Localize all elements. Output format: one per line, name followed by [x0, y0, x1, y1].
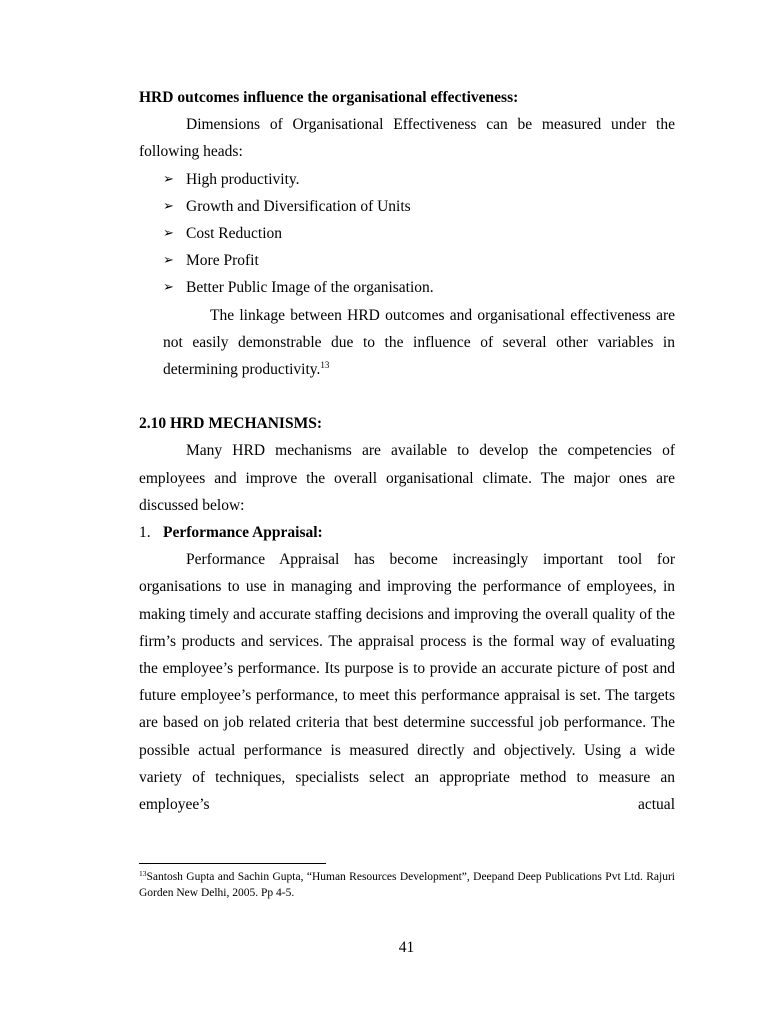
list-item: ➢ Better Public Image of the organisation. — [139, 274, 675, 301]
footnote-marker: 13 — [139, 869, 147, 878]
mechanisms-intro-paragraph: Many HRD mechanisms are available to develop the competencies of employees and improve the overall organisational climate. The major ones are discussed below: — [139, 442, 675, 514]
arrow-bullet-icon: ➢ — [163, 280, 174, 296]
list-item: ➢ More Profit — [139, 247, 675, 274]
list-item: ➢ Cost Reduction — [139, 220, 675, 247]
footnote-divider — [139, 863, 326, 864]
item-number: 1. — [139, 524, 151, 542]
arrow-bullet-icon: ➢ — [163, 253, 174, 269]
arrow-bullet-icon: ➢ — [163, 226, 174, 242]
list-item: ➢ Growth and Diversification of Units — [139, 193, 675, 220]
arrow-bullet-icon: ➢ — [163, 171, 174, 187]
linkage-paragraph-block — [139, 302, 675, 384]
page-number: 41 — [398, 939, 415, 956]
footnote-reference: 13 — [320, 360, 330, 371]
list-item: ➢ High productivity. — [139, 166, 675, 193]
subsection-heading-performance-appraisal: 1. Performance Appraisal: — [139, 519, 675, 546]
dimensions-intro-paragraph: Dimensions of Organisational Effectiveness can be measured under the following heads: — [139, 116, 675, 161]
arrow-bullet-icon: ➢ — [163, 198, 174, 214]
performance-appraisal-paragraph: Performance Appraisal has become increasingly important tool for organisations to use in managing and improving the performance of employees, in making timely and accurate staffing decisions and improving the overall quality of the firm’s products and services. The appraisal process is the formal way of evaluating the employee’s performance. Its purpose is to provide an accurate picture of post and future employee’s performance, to meet this performance appraisal is set. The targets are based on job related criteria that best determine successful job performance. The possible actual performance is measured directly and objectively. Using a wide variety of techniques, specialists select an appropriate method to measure an employee’s actual — [139, 551, 675, 814]
effectiveness-bullet-list — [139, 166, 675, 302]
page-body — [139, 84, 675, 818]
section-heading-hrd-outcomes: HRD outcomes influence the organisational effectiveness: — [139, 89, 519, 106]
footnote: $^{13}$Santosh Gupta and Sachin Gupta, “Human Resources Development”, Deepand Deep Publications Pvt Ltd. Rajuri Gorden New Delhi, 2005. Pp 4-5. — [139, 869, 675, 899]
linkage-paragraph: The linkage between HRD outcomes and organisational effectiveness are not easily demonstrable due to the influence of several other variables in determining productivity.$^{13}$ — [163, 306, 675, 379]
section-heading-hrd-mechanisms: 2.10 HRD MECHANISMS: — [139, 415, 322, 433]
